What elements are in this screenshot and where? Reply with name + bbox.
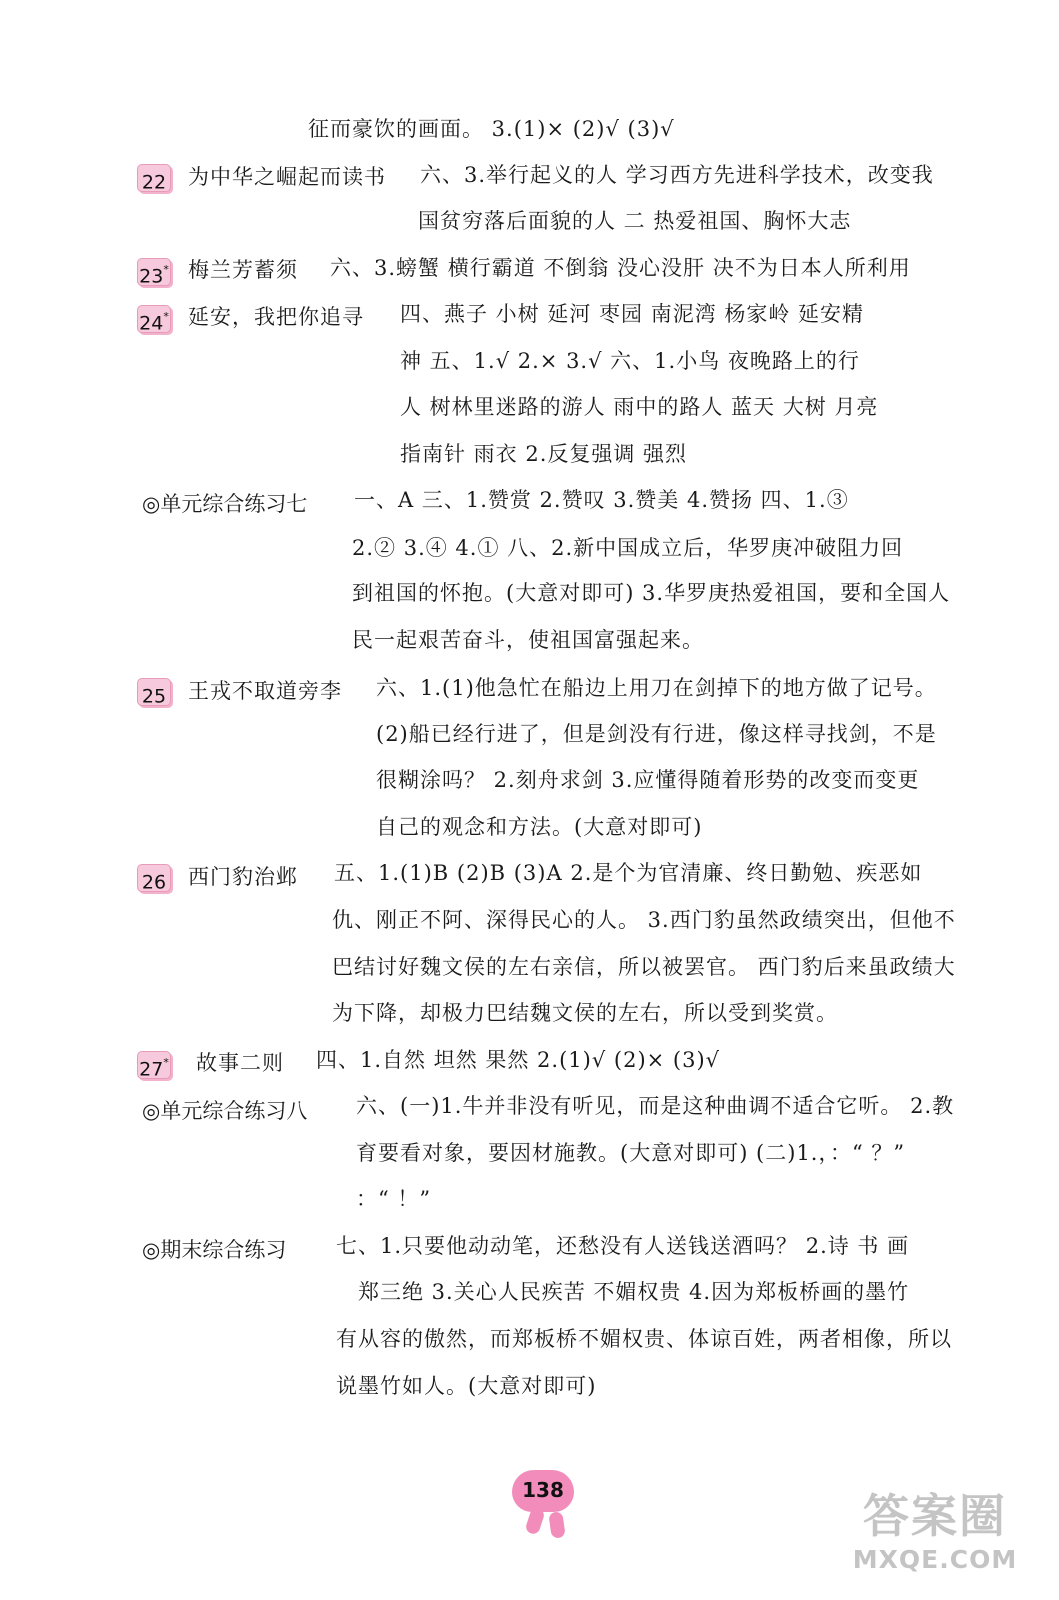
lesson-title: 王戎不取道旁李 bbox=[188, 679, 342, 703]
lesson-number-badge bbox=[137, 258, 171, 286]
lesson-number: 27 bbox=[139, 1058, 164, 1081]
lesson-number: 24 bbox=[139, 312, 164, 335]
lesson-star: * bbox=[163, 263, 169, 276]
answer-line: 有从容的傲然，而郑板桥不媚权贵、体谅百姓，两者相像，所以 bbox=[336, 1327, 952, 1351]
section-heading: ◎期末综合练习 bbox=[142, 1238, 287, 1262]
answer-line: 为下降，却极力巴结魏文侯的左右，所以受到奖赏。 bbox=[332, 1001, 838, 1025]
answer-line: ：“ ！” bbox=[356, 1187, 432, 1211]
answer-line: 征而豪饮的画面。 3.(1)× (2)√ (3)√ bbox=[308, 117, 675, 141]
answer-line: 仇、刚正不阿、深得民心的人。 3.西门豹虽然政绩突出，但他不 bbox=[332, 908, 956, 932]
lesson-number-badge bbox=[137, 678, 171, 706]
watermark-title: 答案圈 bbox=[863, 1489, 1007, 1543]
lesson-number-badge bbox=[137, 1051, 171, 1079]
page-number-mascot-leg bbox=[548, 1511, 565, 1539]
answer-line: 六、3.螃蟹 横行霸道 不倒翁 没心没肝 决不为日本人所利用 bbox=[330, 256, 911, 280]
lesson-title: 延安，我把你追寻 bbox=[188, 305, 364, 329]
lesson-star: * bbox=[163, 1056, 169, 1069]
lesson-number-badge bbox=[137, 164, 171, 192]
answer-line: 很糊涂吗？ 2.刻舟求剑 3.应懂得随着形势的改变而变更 bbox=[376, 768, 920, 792]
lesson-number: 26 bbox=[141, 871, 167, 894]
answer-line: 六、1.(1)他急忙在船边上用刀在剑掉下的地方做了记号。 bbox=[376, 676, 937, 700]
answer-line: 民一起艰苦奋斗，使祖国富强起来。 bbox=[352, 628, 704, 652]
lesson-title: 梅兰芳蓄须 bbox=[188, 258, 298, 282]
answer-line: 自己的观念和方法。(大意对即可) bbox=[376, 815, 703, 839]
answer-line: 国贫穷落后面貌的人 二 热爱祖国、胸怀大志 bbox=[418, 209, 852, 233]
answer-line: 七、1.只要他动动笔，还愁没有人送钱送酒吗？ 2.诗 书 画 bbox=[336, 1234, 910, 1258]
section-heading: ◎单元综合练习七 bbox=[142, 492, 308, 516]
section-heading: ◎单元综合练习八 bbox=[142, 1099, 308, 1123]
lesson-number: 25 bbox=[141, 685, 167, 708]
answer-line: 说墨竹如人。(大意对即可) bbox=[336, 1374, 597, 1398]
watermark-url: MXQE.COM bbox=[852, 1545, 1018, 1574]
answer-line: 五、1.(1)B (2)B (3)A 2.是个为官清廉、终日勤勉、疾恶如 bbox=[334, 861, 923, 885]
lesson-star: * bbox=[163, 310, 169, 323]
lesson-number-badge bbox=[137, 305, 171, 333]
answer-line: 指南针 雨衣 2.反复强调 强烈 bbox=[400, 442, 688, 466]
answer-line: (2)船已经行进了，但是剑没有行进，像这样寻找剑，不是 bbox=[376, 722, 937, 746]
answer-line: 神 五、1.√ 2.× 3.√ 六、1.小鸟 夜晚路上的行 bbox=[400, 349, 860, 373]
answer-line: 2.② 3.④ 4.① 八、2.新中国成立后，华罗庚冲破阻力回 bbox=[352, 536, 904, 560]
answer-line: 一、A 三、1.赞赏 2.赞叹 3.赞美 4.赞扬 四、1.③ bbox=[354, 488, 849, 512]
answer-line: 六、3.举行起义的人 学习西方先进科学技术，改变我 bbox=[420, 163, 934, 187]
lesson-title: 为中华之崛起而读书 bbox=[188, 165, 386, 189]
answer-line: 巴结讨好魏文侯的左右亲信，所以被罢官。 西门豹后来虽政绩大 bbox=[332, 955, 956, 979]
lesson-number-badge bbox=[137, 864, 171, 892]
lesson-title: 西门豹治邺 bbox=[188, 865, 298, 889]
answer-line: 到祖国的怀抱。(大意对即可) 3.华罗庚热爱祖国，要和全国人 bbox=[352, 581, 951, 605]
answer-line: 四、1.自然 坦然 果然 2.(1)√ (2)× (3)√ bbox=[316, 1048, 721, 1072]
lesson-number: 23 bbox=[139, 265, 164, 288]
answer-line: 育要看对象，要因材施教。(大意对即可) (二)1.，：“ ？” bbox=[356, 1141, 906, 1165]
watermark-logo bbox=[820, 1490, 1050, 1595]
answer-line: 六、(一)1.牛并非没有听见，而是这种曲调不适合它听。 2.教 bbox=[356, 1094, 955, 1118]
answer-line: 四、燕子 小树 延河 枣园 南泥湾 杨家岭 延安精 bbox=[400, 302, 865, 326]
answer-line: 人 树林里迷路的游人 雨中的路人 蓝天 大树 月亮 bbox=[400, 395, 879, 419]
lesson-number: 22 bbox=[141, 171, 167, 194]
lesson-title: 故事二则 bbox=[196, 1051, 284, 1075]
answer-line: 郑三绝 3.关心人民疾苦 不媚权贵 4.因为郑板桥画的墨竹 bbox=[358, 1280, 910, 1304]
page-number: 138 bbox=[512, 1470, 574, 1512]
